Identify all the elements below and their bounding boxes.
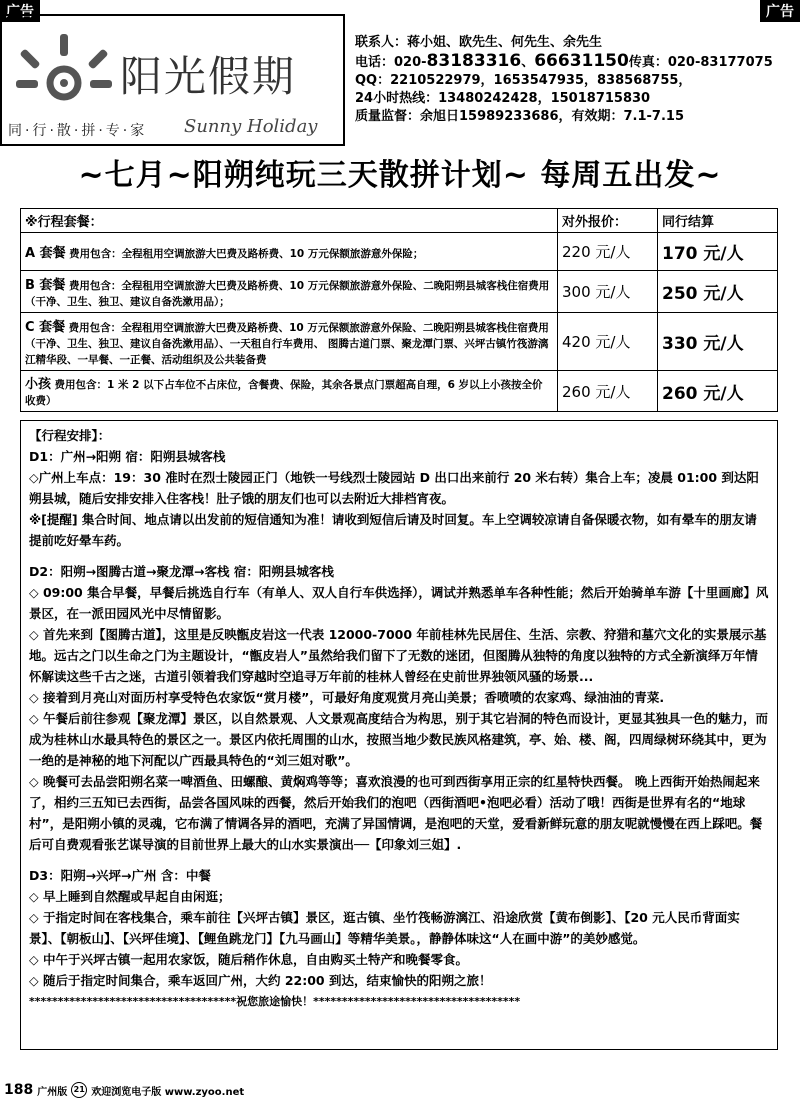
logo <box>0 14 345 146</box>
fax: 传真：020-83177075 <box>628 55 773 70</box>
day2-paragraph: ◇ 午餐后前往参观【聚龙潭】景区，以自然景观、人文景观高度结合为构思，别于其它岩洞的特色而设计，更显其独具一色的魅力，而成为桂林山水最具特色的景区之一。景区内依托周围的山水，按照当地少数民族风格建筑，亭、始、楼、阁，四周绿树环绕其中，更为一绝的是神秘的地下河配以广西最具特色的“刘三姐对歌”。 <box>29 711 768 768</box>
footer <box>0 1082 800 1098</box>
package-name: B 套餐 <box>25 277 66 293</box>
day2-paragraph: ◇ 晚餐可去品尝阳朔名菜一啤酒鱼、田螺酿、黄焖鸡等等；喜欢浪漫的也可到西街享用正宗的红星特快西餐。 晚上西街开始热闹起来了，相约三五知已去西街，品尝各国风味的西餐，然后开始我们的泡吧（西街酒吧•泡吧必看）活动了哦！西街是世界有名的“地球村”，是阳朔小镇的灵魂，它布满了情调各异的酒吧，充满了异国情调，是泡吧的天堂，爱看新鲜玩意的朋友呢就慢慢在西上踩吧。餐后可自费观看张艺谋导演的目前世界上最大的山水实景演出──【印象刘三姐】. <box>29 774 763 852</box>
logo-english: Sunny Holiday <box>184 116 318 137</box>
day3-title: D3：阳朔→兴坪→广州 含：中餐 <box>29 868 211 883</box>
package-desc: 费用包含：1 米 2 以下占车位不占床位，含餐费、保险，其余各景点门票超高自理，6 岁以上小孩按全价收费） <box>25 379 543 407</box>
contact-supervision: 质量监督：余旭日15989233686，有效期：7.1-7.15 <box>355 109 684 124</box>
public-price: 300 元/人 <box>558 271 658 313</box>
package-name: A 套餐 <box>25 245 66 261</box>
itinerary-heading: 【行程安排】： <box>29 428 111 443</box>
table-header-row <box>21 209 778 233</box>
ad-label-left: 广告 <box>0 0 40 22</box>
table-row <box>21 233 778 271</box>
public-price: 260 元/人 <box>558 371 658 412</box>
price-table <box>20 208 778 412</box>
public-price: 220 元/人 <box>558 233 658 271</box>
agent-price: 250 元/人 <box>658 271 778 313</box>
contact-info <box>345 14 800 146</box>
phone-number-1: 83183316 <box>426 51 522 71</box>
header <box>0 14 800 146</box>
day3-paragraph: ◇ 早上睡到自然醒或早起自由闲逛； <box>29 889 231 904</box>
page-title: ~七月~阳朔纯玩三天散拼计划~ 每周五出发~ <box>78 158 722 193</box>
package-name: C 套餐 <box>25 319 66 335</box>
table-row <box>21 371 778 412</box>
day1-paragraph: ◇广州上车点：19：30 准时在烈士陵园正门（地铁一号线烈士陵园站 D 出口出来前行 20 米右转）集合上车；凌晨 01:00 到达阳朔县城，随后安排安排入住客栈！肚子饿的朋友们也可以去附近大排档宵夜。 <box>29 470 759 506</box>
day3-paragraph: ◇ 中午于兴坪古镇一起用农家饭，随后稍作休息，自由购买土特产和晚餐零食。 <box>29 952 468 967</box>
ad-label-right: 广告 <box>760 0 800 22</box>
logo-slogan: 同·行·散·拼·专·家 <box>8 123 148 139</box>
phone-number-2: 66631150 <box>534 51 629 71</box>
table-row <box>21 313 778 371</box>
package-desc: 费用包含：全程租用空调旅游大巴费及路桥费、10 万元保额旅游意外保险、二晚阳朔县城客栈住宿费用（干净、卫生、独卫、建议自备洗漱用品）； <box>25 279 550 308</box>
agent-price: 330 元/人 <box>658 313 778 371</box>
agent-price: 260 元/人 <box>658 371 778 412</box>
page-number: 188 <box>4 1082 34 1098</box>
sun-logo-icon <box>14 28 114 118</box>
package-desc: 费用包含：全程租用空调旅游大巴费及路桥费、10 万元保额旅游意外保险； <box>69 247 424 260</box>
header-package: ※行程套餐： <box>21 209 558 233</box>
day3-paragraph: ◇ 随后于指定时间集合，乘车返回广州，大约 22:00 到达，结束愉快的阳朔之旅！ <box>29 973 492 988</box>
contact-people: 联系人：蒋小姐、欧先生、何先生、余先生 <box>355 35 603 50</box>
day2-paragraph: ◇ 09:00 集合早餐，早餐后挑选自行车（有单人、双人自行车供选择），调试并熟悉单车各种性能；然后开始骑单车游【十里画廊】风景区，在一派田园风光中尽情留影。 <box>29 585 769 621</box>
header-public-price: 对外报价： <box>558 209 658 233</box>
contact-qq: QQ：2210522979，1653547935，838568755， <box>355 73 692 88</box>
day3-paragraph: ◇ 于指定时间在客栈集合，乘车前往【兴坪古镇】景区，逛古镇、坐竹筏畅游漓江、沿途欣赏【黄布倒影】、【20 元人民币背面实景】、【朝板山】、【兴坪佳境】、【鲤鱼跳龙门】【九马画山】等精华美景。，静静体味这“人在画中游”的美妙感觉。 <box>29 910 740 946</box>
day2-paragraph: ◇ 首先来到【图腾古道】，这里是反映甑皮岩这一代表 12000-7000 年前桂林先民居住、生活、宗教、狩猎和墓穴文化的实景展示基地。远古之门以生命之门为主题设计，“甑皮岩人”虽然给我们留下了无数的迷团，但图腾从独特的角度以独特的方式全新演绎万年情怀解读这些千古之迷，古道引领着我们穿越时空追寻万年前的桂林人曾经在史前世界独领风骚的场景... <box>29 627 767 684</box>
day2-title: D2：阳朔→图腾古道→聚龙潭→客栈 宿：阳朔县城客栈 <box>29 564 334 579</box>
closing-line: ************************************祝您旅途愉快！************************************ <box>29 995 521 1008</box>
agent-price: 170 元/人 <box>658 233 778 271</box>
package-desc: 费用包含：全程租用空调旅游大巴费及路桥费、10 万元保额旅游意外保险、二晚阳朔县城客栈住宿费用（干净、卫生、独卫、建议自备洗漱用品）、一天租自行车费用、 图腾古道门票、聚龙潭门票、兴坪古镇竹筏游漓江精华段、一早餐、一正餐、活动组织及公共装备费 <box>25 321 549 366</box>
table-row <box>21 271 778 313</box>
contact-phone: 电话：020-83183316、66631150传真：020-83177075 <box>355 51 773 71</box>
day1-title: D1：广州→阳朔 宿：阳朔县城客栈 <box>29 449 226 464</box>
header-agent-price: 同行结算 <box>658 209 778 233</box>
edition: 广州版 <box>37 1086 68 1098</box>
badge-icon: 21 <box>71 1082 87 1098</box>
public-price: 420 元/人 <box>558 313 658 371</box>
package-name: 小孩 <box>25 377 52 392</box>
logo-name: 阳光假期 <box>120 52 297 101</box>
contact-hotline: 24小时热线：13480242428，15018715830 <box>355 91 651 106</box>
day2-paragraph: ◇ 接着到月亮山对面历村享受特色农家饭“赏月楼”，可最好角度观赏月亮山美景；香喷喷的农家鸡、绿油油的青菜. <box>29 690 665 705</box>
itinerary <box>20 420 778 1050</box>
site-link[interactable]: 欢迎浏览电子版 www.zyoo.net <box>91 1086 245 1098</box>
day1-reminder: ※[提醒] 集合时间、地点请以出发前的短信通知为准！请收到短信后请及时回复。车上空调较凉请自备保暖衣物，如有晕车的朋友请提前吃好晕车药。 <box>29 512 757 548</box>
